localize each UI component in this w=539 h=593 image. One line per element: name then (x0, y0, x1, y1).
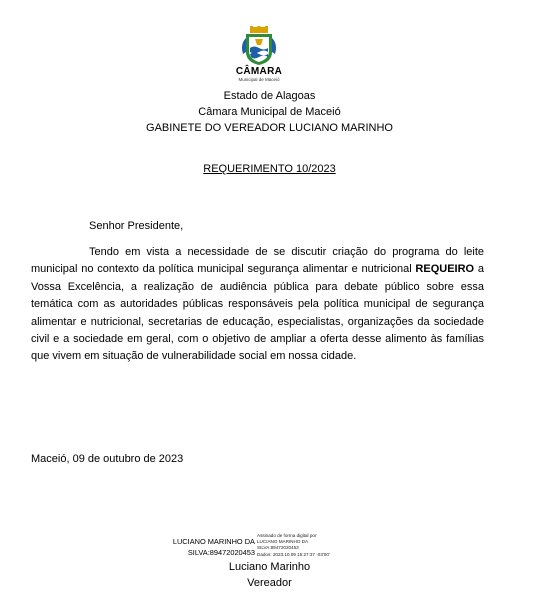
logo-label: CÂMARA (235, 66, 283, 77)
digital-signature-name (159, 536, 255, 558)
signer-role: Vereador (247, 577, 292, 589)
document-title: REQUERIMENTO 10/2023 (203, 163, 336, 175)
signature-name-line2: SILVA:89472020453 (187, 548, 255, 557)
digital-signature-note (257, 533, 347, 558)
signature-note-line2: LUCIANO MARINHO DA (257, 539, 309, 545)
body-paragraph (31, 244, 484, 366)
coat-of-arms-icon (230, 26, 288, 66)
document-header (0, 88, 539, 136)
body-text-part1: Tendo em vista a necessidade de se discutir criação do programa do leite municipal no contexto da política municipal segurança alimentar e nutricional (31, 246, 484, 276)
body-text-part2: a Vossa Excelência, a realização de audiência pública para debate público sobre essa temática com as autoridades públicas responsáveis pela política municipal de segurança alimentar e nutricional, secretarias de educação, especialistas, organizações da sociedade civil e a sociedade em geral, com o objetivo de ampliar a oferta desse alimento às famílias que vivem em situação de vulnerabilidade social em nossa cidade. (31, 263, 484, 363)
header-chamber: Câmara Municipal de Maceió (198, 106, 341, 118)
header-state: Estado de Alagoas (223, 90, 316, 102)
signature-name-line1: LUCIANO MARINHO DA (172, 537, 255, 546)
signature-note-line3: SILVA:89472020453 (257, 545, 299, 551)
signature-note-line4: Dados: 2023.10.09 15:27:37 -03'00' (257, 551, 330, 557)
header-office: GABINETE DO VEREADOR LUCIANO MARINHO (146, 122, 393, 134)
document-date: Maceió, 09 de outubro de 2023 (31, 453, 184, 465)
signer-name: Luciano Marinho (228, 561, 311, 573)
greeting: Senhor Presidente, (89, 220, 184, 232)
body-text-bold: REQUEIRO (415, 263, 475, 276)
logo-sublabel: Municipal de Maceió (238, 77, 280, 82)
signature-note-line1: Assinado de forma digital por (257, 533, 317, 538)
